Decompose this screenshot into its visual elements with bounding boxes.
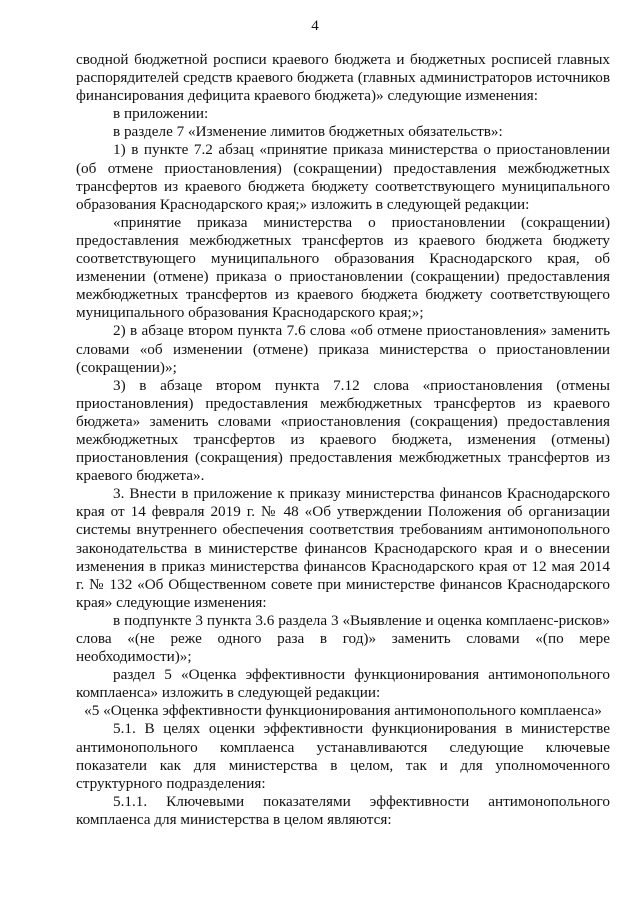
paragraph-item-2: 2) в абзаце втором пункта 7.6 слова «об отмене приостановления» заменить словами «об изменении (отмене) приказа министерства о приостановлении (сокращении)»;	[76, 322, 610, 376]
paragraph-in-appendix: в приложении:	[113, 105, 209, 123]
paragraph-item-3: 3) в абзаце втором пункта 7.12 слова «приостановления (отмены приостановления) предоставления межбюджетных трансфертов из краевого бюджета» заменить словами «приостановления (сокращения) предоставления межбюджетных трансфертов из краевого бюджета, изменения (отмены) приостановления (сокращения) предоставления межбюджетных трансфертов из краевого бюджета».	[76, 376, 610, 485]
document-body	[76, 51, 610, 829]
paragraph-item-1: 1) в пункте 7.2 абзац «принятие приказа министерства о приостановлении (об отмене приостановления) (сокращении) предоставления межбюджетных трансфертов из краевого бюджета бюджету соответствующего муниципального образования Краснодарского края;» изложить в следующей редакции:	[76, 141, 610, 213]
paragraph-section-5: раздел 5 «Оценка эффективности функционирования антимонопольного комплаенса» изложить в следующей редакции:	[76, 666, 610, 702]
paragraph-new-wording: «принятие приказа министерства о приостановлении (сокращении) предоставления межбюджетных трансфертов из краевого бюджета бюджету соответствующего муниципального образования Краснодарского края, об изменении (отмене) приказа о приостановлении (сокращении) предоставления межбюджетных трансфертов из краевого бюджета бюджету соответствующего муниципального образования Краснодарского края;»;	[76, 213, 610, 322]
page-number: 4	[311, 18, 319, 34]
paragraph-clause-3: 3. Внести в приложение к приказу министерства финансов Краснодарского края от 14 февраля 2019 г. № 48 «Об утверждении Положения об организации системы внутреннего обеспечения соответствия требованиям антимонопольного законодательства в министерстве финансов Краснодарского края и о внесении изменения в приказ министерства финансов Краснодарского края от 12 мая 2014 г. № 132 «Об Общественном совете при министерстве финансов Краснодарского края» следующие изменения:	[76, 485, 610, 611]
paragraph-section-7: в разделе 7 «Изменение лимитов бюджетных обязательств»:	[113, 123, 503, 141]
paragraph-5-1-1: 5.1.1. Ключевыми показателями эффективности антимонопольного комплаенса для министерства в целом являются:	[76, 792, 610, 828]
paragraph-intro-continuation: сводной бюджетной росписи краевого бюджета и бюджетных росписей главных распорядителей средств краевого бюджета (главных администраторов источников финансирования дефицита краевого бюджета)» следующие изменения:	[76, 51, 610, 105]
section-heading: «5 «Оценка эффективности функционирования антимонопольного комплаенса»	[84, 702, 602, 720]
paragraph-5-1: 5.1. В целях оценки эффективности функционирования в министерстве антимонопольного комплаенса устанавливаются следующие ключевые показатели как для министерства в целом, так и для уполномоченного структурного подразделения:	[76, 720, 610, 792]
paragraph-subclause-3-6: в подпункте 3 пункта 3.6 раздела 3 «Выявление и оценка комплаенс-рисков» слова «(не реже одного раза в год)» заменить словами «(по мере необходимости)»;	[76, 611, 610, 666]
